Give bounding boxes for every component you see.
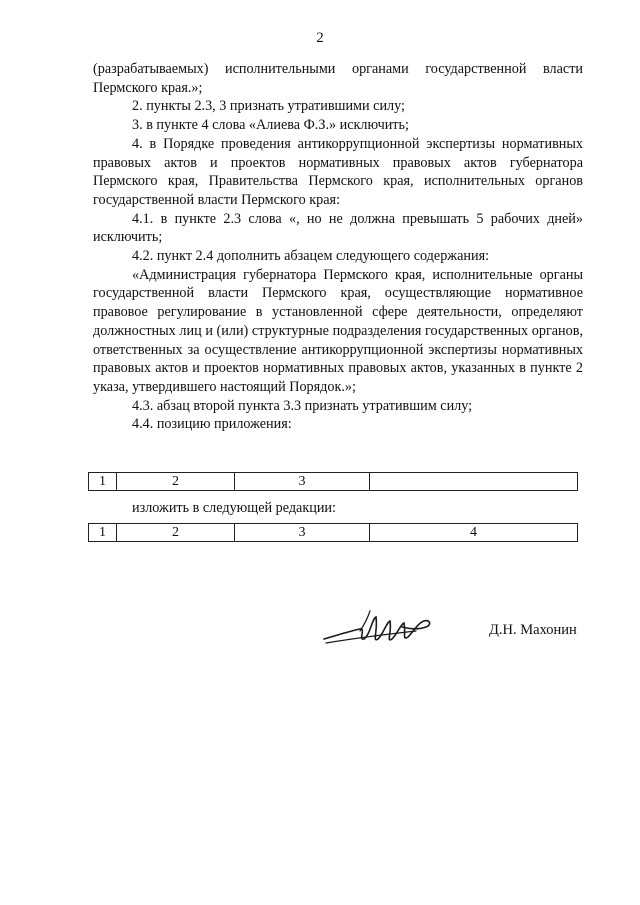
paragraph-item-2: 2. пункты 2.3, 3 признать утратившими силу; (132, 98, 405, 115)
paragraph-continuation: (разрабатываемых) исполнительными органами государственной власти Пермского края.»; (93, 61, 583, 96)
table-cell-col4 (370, 473, 578, 491)
paragraph-item-4-2: 4.2. пункт 2.4 дополнить абзацем следующего содержания: (132, 248, 490, 265)
table-position-before (88, 472, 578, 491)
paragraph-item-4-4: 4.4. позицию приложения: (132, 416, 292, 433)
table-row (89, 524, 578, 542)
table-caption: изложить в следующей редакции: (132, 500, 336, 516)
handwritten-signature (320, 605, 440, 650)
table-row (89, 473, 578, 491)
table-cell-col4: 4 (370, 524, 578, 542)
paragraph-item-4-3: 4.3. абзац второй пункта 3.3 признать утратившим силу; (132, 397, 473, 414)
table-cell-col2: 2 (117, 473, 235, 491)
signer-name: Д.Н. Махонин (489, 622, 577, 638)
table-cell-col3: 3 (235, 524, 370, 542)
paragraph-quote: «Администрация губернатора Пермского края, исполнительные органы государственной власти Пермского края, осуществляющие нормативное правовое регулирование в установленной сфере деятельности, определяют должностных лиц и (или) структурные подразделения государственных органов, ответственных за осуществление антикоррупционной экспертизы нормативных правовых актов и проектов нормативных правовых актов, указанных в пункте 2 указа, утвердившего настоящий Порядок.»; (93, 266, 583, 395)
page-number: 2 (316, 30, 324, 46)
paragraph-item-4: 4. в Порядке проведения антикоррупционной экспертизы нормативных правовых актов и проектов нормативных правовых актов губернатора Пермского края, Правительства Пермского края, исполнительных органов государственной власти Пермского края: (93, 135, 583, 208)
table-cell-col1: 1 (89, 473, 117, 491)
table-cell-col2: 2 (117, 524, 235, 542)
paragraph-item-3: 3. в пункте 4 слова «Алиева Ф.З.» исключить; (132, 117, 409, 134)
table-cell-col1: 1 (89, 524, 117, 542)
table-cell-col3: 3 (235, 473, 370, 491)
table-position-after (88, 523, 578, 542)
paragraph-item-4-1: 4.1. в пункте 2.3 слова «, но не должна превышать 5 рабочих дней» исключить; (93, 210, 583, 246)
document-body (93, 60, 583, 434)
